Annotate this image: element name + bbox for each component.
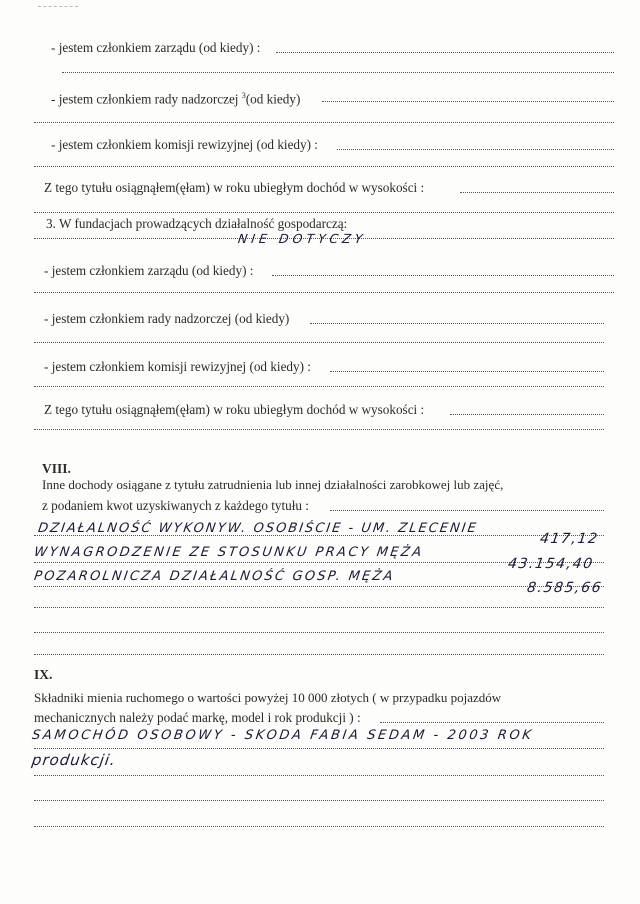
income-entry-2-label: WYNAGRODZENIE ZE STOSUNKU PRACY MĘŻA bbox=[33, 545, 425, 560]
income-entry-1-label: DZIAŁALNOŚĆ WYKONYW. OSOBIŚCIE - UM. ZLECENIE bbox=[37, 521, 479, 536]
section-ix-dots-3 bbox=[34, 800, 604, 801]
supervisory-board-suffix: (od kiedy) bbox=[245, 91, 301, 107]
vehicle-answer-dots-2 bbox=[34, 775, 604, 776]
foundations-supervisory-label: - jestem członkiem rady nadzorczej (od kiedy) bbox=[44, 311, 290, 326]
section-ix-line1: Składniki mienia ruchomego o wartości powyżej 10 000 złotych ( w przypadku pojazdów bbox=[34, 690, 502, 705]
supervisory-board-prefix: - jestem członkiem rady nadzorczej bbox=[51, 91, 239, 107]
foundations-management-dots-2 bbox=[34, 292, 614, 293]
foundations-audit-label: - jestem członkiem komisji rewizyjnej (od kiedy) : bbox=[44, 359, 311, 374]
foundations-title: 3. W fundacjach prowadzących działalność gospodarczą: bbox=[46, 216, 348, 231]
income-entry-3-amount: 8.585,66 bbox=[525, 580, 604, 596]
section-viii-dots-5 bbox=[34, 632, 604, 633]
audit-committee-dots bbox=[337, 149, 614, 150]
foundations-income-label: Z tego tytułu osiągnąłem(ęłam) w roku ubiegłym dochód w wysokości : bbox=[44, 402, 425, 417]
supervisory-board-dots-2 bbox=[34, 122, 614, 123]
foundations-income-dots bbox=[450, 414, 604, 415]
supervisory-board-label bbox=[51, 88, 300, 107]
foundations-income-dots-2 bbox=[34, 429, 604, 430]
management-board-dots bbox=[276, 52, 614, 53]
management-board-label: - jestem członkiem zarządu (od kiedy) : bbox=[51, 40, 261, 55]
audit-committee-label: - jestem członkiem komisji rewizyjnej (od kiedy) : bbox=[51, 137, 318, 152]
section-viii-line2-dots bbox=[330, 510, 604, 511]
foundations-management-dots bbox=[272, 275, 614, 276]
section-viii-heading: VIII. bbox=[42, 461, 71, 476]
management-board-dots-2 bbox=[62, 72, 614, 73]
scan-mark bbox=[38, 6, 78, 7]
audit-committee-dots-2 bbox=[34, 166, 614, 167]
foundations-answer: NIE DOTYCZY bbox=[237, 231, 368, 246]
section-viii-dots-6 bbox=[34, 654, 604, 655]
foundations-supervisory-dots bbox=[310, 323, 604, 324]
section-ix-heading: IX. bbox=[34, 667, 53, 682]
section-viii-line2: z podaniem kwot uzyskiwanych z każdego tytułu : bbox=[42, 498, 309, 513]
section-viii-dots-4 bbox=[34, 607, 604, 608]
supervisory-board-dots bbox=[322, 101, 614, 102]
foundations-supervisory-dots-2 bbox=[34, 342, 604, 343]
footnote-mark: 3 bbox=[241, 91, 246, 100]
income-entry-3-label: POZAROLNICZA DZIAŁALNOŚĆ GOSP. MĘŻA bbox=[33, 569, 396, 584]
section-ix-dots-4 bbox=[34, 826, 604, 827]
income-dots bbox=[460, 192, 614, 193]
income-entry-3-dots bbox=[34, 586, 604, 587]
section-viii-line1: Inne dochody osiągane z tytułu zatrudnienia lub innej działalności zarobkowej lub zajęć, bbox=[42, 477, 504, 492]
income-label: Z tego tytułu osiągnąłem(ęłam) w roku ubiegłym dochód w wysokości : bbox=[44, 180, 425, 195]
income-entry-1-amount: 417,12 bbox=[538, 531, 600, 547]
foundations-audit-dots bbox=[330, 371, 604, 372]
vehicle-answer-line1: SAMOCHÓD OSOBOWY - SKODA FABIA SEDAM - 2003 ROK bbox=[31, 728, 535, 743]
section-ix-line2-dots bbox=[380, 722, 604, 723]
vehicle-answer-line2: produkcji. bbox=[30, 751, 118, 769]
income-dots-2 bbox=[34, 212, 614, 213]
vehicle-answer-dots-1 bbox=[34, 748, 604, 749]
foundations-audit-dots-2 bbox=[34, 386, 604, 387]
income-entry-2-amount: 43.154,40 bbox=[506, 556, 595, 572]
section-ix-line2: mechanicznych należy podać markę, model i rok produkcji ) : bbox=[34, 710, 361, 725]
foundations-management-label: - jestem członkiem zarządu (od kiedy) : bbox=[44, 263, 254, 278]
